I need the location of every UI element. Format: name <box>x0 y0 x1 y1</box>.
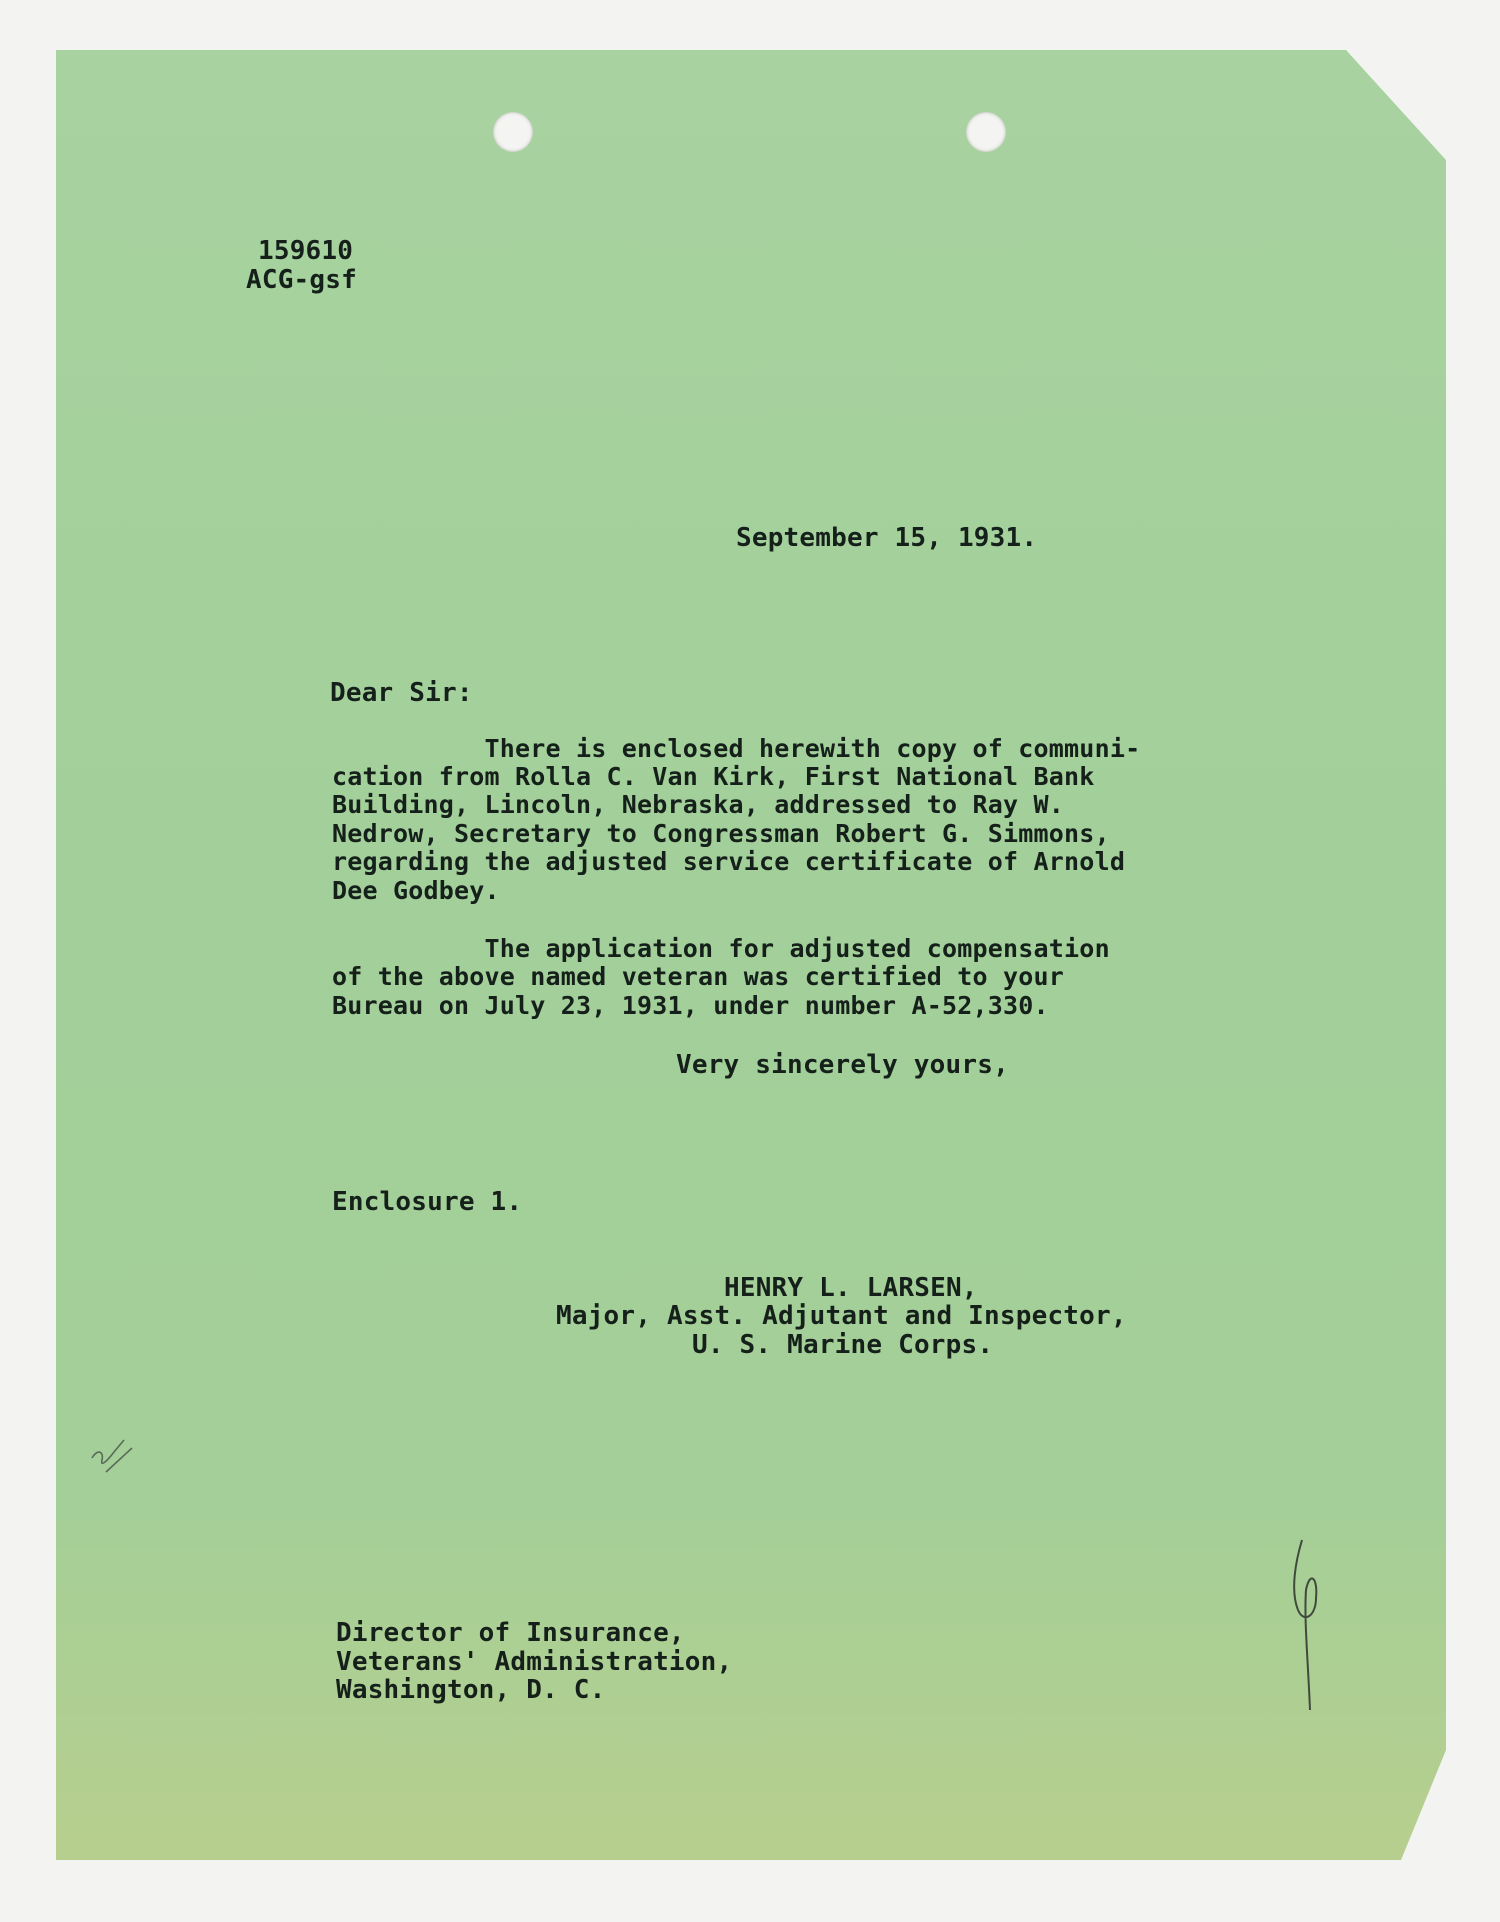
addressee-line: Director of Insurance, <box>336 1618 685 1648</box>
enclosure-note: Enclosure 1. <box>332 1187 523 1217</box>
body-line: cation from Rolla C. Van Kirk, First National Bank <box>332 762 1095 791</box>
pencil-scribble-left <box>84 1430 154 1500</box>
salutation: Dear Sir: <box>330 678 473 708</box>
pencil-check-mark <box>1280 1520 1340 1720</box>
body-line: Dee Godbey. <box>332 876 500 905</box>
addressee-line: Veterans' Administration, <box>336 1647 733 1677</box>
body-line: Bureau on July 23, 1931, under number A-52,330. <box>332 991 1049 1020</box>
letter-date: September 15, 1931. <box>736 523 1038 553</box>
punch-hole-left <box>493 112 533 152</box>
signer-title: Major, Asst. Adjutant and Inspector, <box>556 1301 1127 1331</box>
closing: Very sincerely yours, <box>676 1050 1009 1080</box>
body-line: of the above named veteran was certified to your <box>332 962 1065 991</box>
body-line: The application for adjusted compensation <box>332 934 1110 963</box>
body-line: There is enclosed herewith copy of communi- <box>332 734 1141 763</box>
signer-name: HENRY L. LARSEN, <box>724 1273 978 1303</box>
addressee-line: Washington, D. C. <box>336 1675 606 1705</box>
file-number: 159610 <box>258 236 354 266</box>
body-line: Nedrow, Secretary to Congressman Robert G. Simmons, <box>332 819 1110 848</box>
body-line: Building, Lincoln, Nebraska, addressed to Ray W. <box>332 790 1065 819</box>
body-line: regarding the adjusted service certificate of Arnold <box>332 847 1126 876</box>
punch-hole-right <box>966 112 1006 152</box>
signer-organization: U. S. Marine Corps. <box>692 1330 994 1360</box>
reference-initials: ACG-gsf <box>246 265 357 295</box>
